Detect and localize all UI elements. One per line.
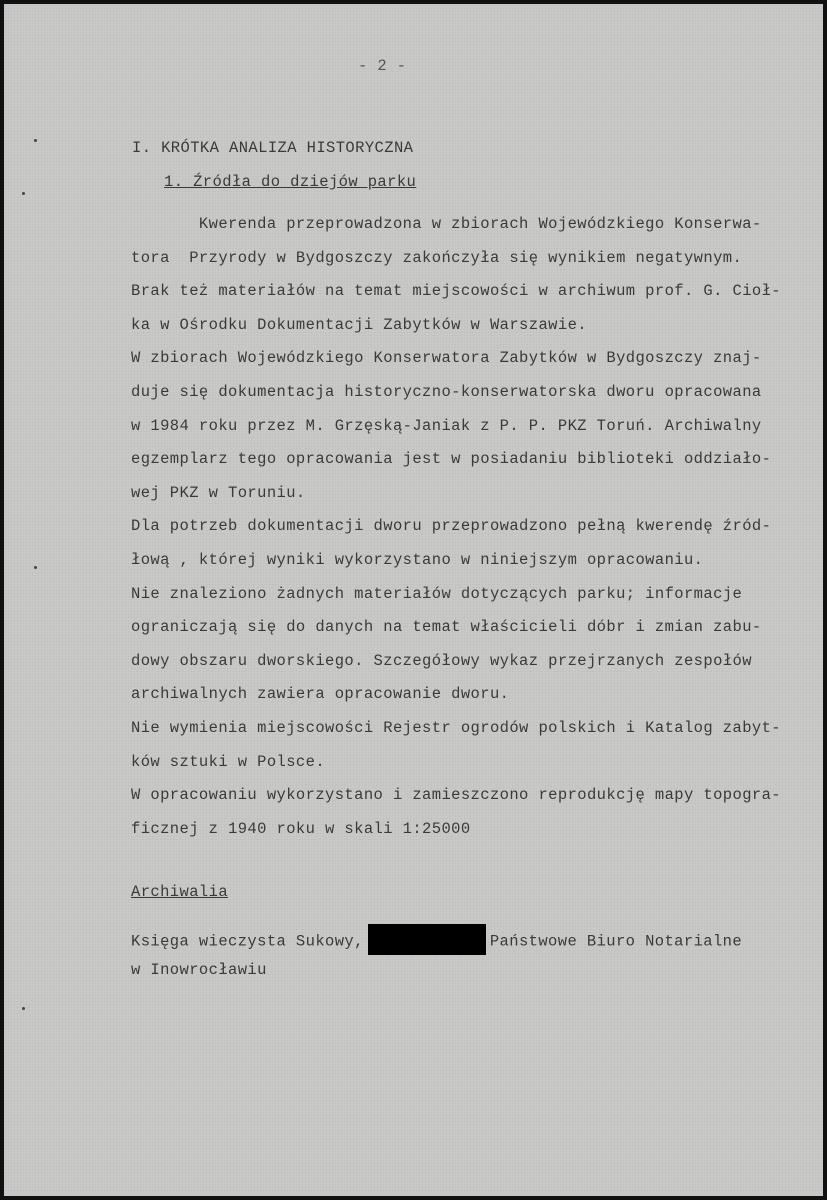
body-line: ficznej z 1940 roku w skali 1:25000 bbox=[131, 819, 471, 838]
archiwalia-title: Archiwalia bbox=[131, 883, 229, 901]
subsection-heading: 1. Źródła do dziejów parku bbox=[164, 173, 417, 191]
document-page bbox=[4, 4, 823, 1196]
body-line: łową , której wyniki wykorzystano w niniejszym opracowaniu. bbox=[131, 551, 704, 569]
body-line: Nie znaleziono żadnych materiałów dotyczących parku; informacje bbox=[131, 584, 743, 603]
body-line: ków sztuki w Polsce. bbox=[131, 752, 326, 771]
page-number: - 2 - bbox=[358, 57, 407, 75]
punch-mark bbox=[22, 1007, 25, 1010]
archiwalia-entry bbox=[131, 926, 742, 957]
body-line: W opracowaniu wykorzystano i zamieszczono reprodukcję mapy topogra- bbox=[131, 786, 782, 805]
body-line: wej PKZ w Toruniu. bbox=[131, 483, 306, 502]
archiwalia-entry-start: Księga wieczysta Sukowy, bbox=[131, 932, 364, 951]
body-line: tora Przyrody w Bydgoszczy zakończyła się wynikiem negatywnym. bbox=[131, 248, 743, 267]
body-line: w 1984 roku przez M. Grzęską-Janiak z P. P. PKZ Toruń. Archiwalny bbox=[131, 416, 762, 435]
punch-mark bbox=[34, 139, 37, 142]
archiwalia-entry-continued: w Inowrocławiu bbox=[131, 961, 267, 979]
redaction-box bbox=[368, 924, 486, 955]
body-line: Brak też materiałów na temat miejscowości w archiwum prof. G. Cioł- bbox=[131, 282, 782, 301]
punch-mark bbox=[22, 192, 25, 195]
body-line: ograniczają się do danych na temat właścicieli dóbr i zmian zabu- bbox=[131, 618, 762, 637]
body-line: dowy obszaru dworskiego. Szczegółowy wykaz przejrzanych zespołów bbox=[131, 651, 752, 670]
archiwalia-entry-end: Państwowe Biuro Notarialne bbox=[489, 932, 743, 951]
body-line: ka w Ośrodku Dokumentacji Zabytków w Warszawie. bbox=[131, 315, 587, 334]
body-line: archiwalnych zawiera opracowanie dworu. bbox=[131, 685, 510, 704]
section-heading: I. KRÓTKA ANALIZA HISTORYCZNA bbox=[132, 139, 414, 157]
body-line: Nie wymienia miejscowości Rejestr ogrodów polskich i Katalog zabyt- bbox=[131, 719, 782, 737]
body-line: egzemplarz tego opracowania jest w posiadaniu biblioteki oddziało- bbox=[131, 450, 772, 469]
body-line: W zbiorach Wojewódzkiego Konserwatora Zabytków w Bydgoszczy znaj- bbox=[131, 349, 762, 368]
body-line: Dla potrzeb dokumentacji dworu przeprowadzono pełną kwerendę źród- bbox=[131, 517, 772, 536]
punch-mark bbox=[34, 566, 37, 569]
body-line: Kwerenda przeprowadzona w zbiorach Wojewódzkiego Konserwa- bbox=[131, 215, 762, 233]
body-line: duje się dokumentacja historyczno-konserwatorska dworu opracowana bbox=[131, 383, 762, 401]
